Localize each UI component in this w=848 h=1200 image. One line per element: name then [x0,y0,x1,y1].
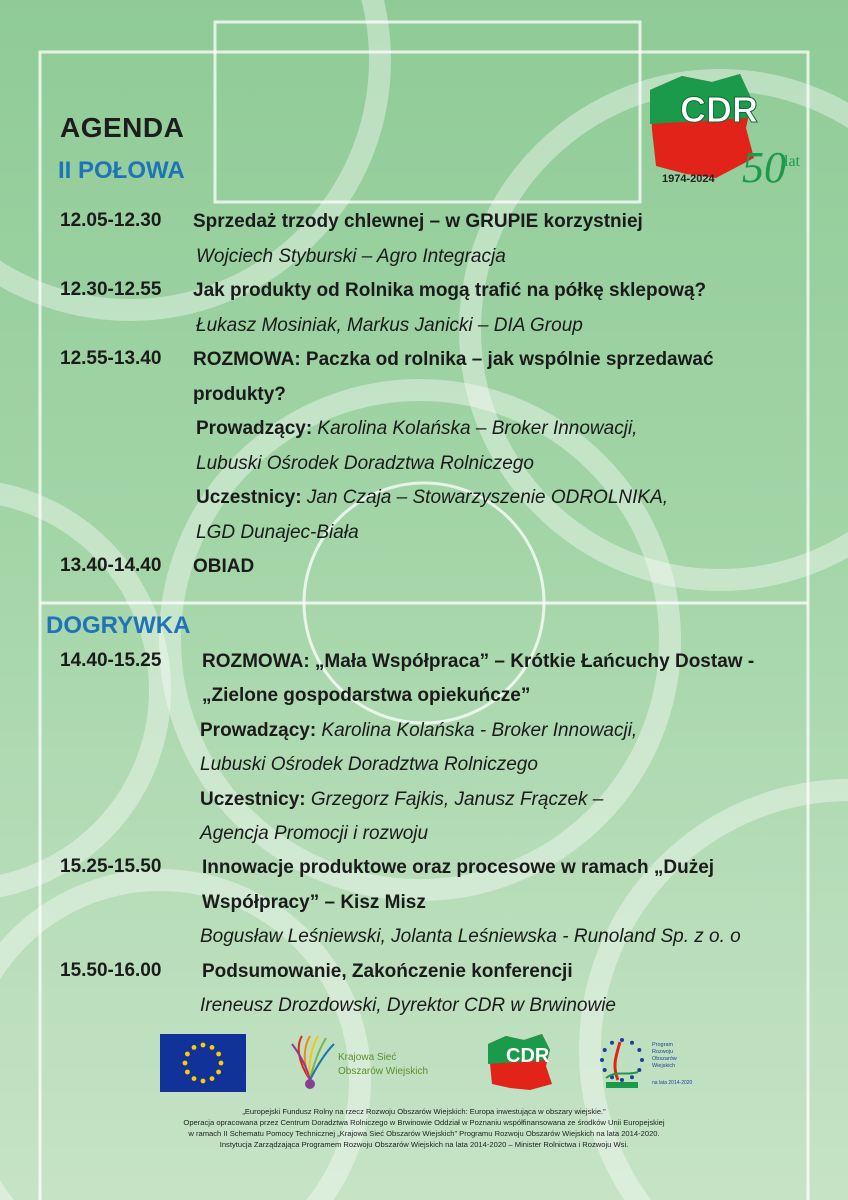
svg-text:Wiejskich: Wiejskich [652,1063,676,1069]
session-title: produkty? [193,383,286,405]
prow-star-icon [603,1068,607,1072]
session-speakers: Ireneusz Drozdowski, Dyrektor CDR w Brwinowie [200,995,616,1016]
session-speakers: Lubuski Ośrodek Doradztwa Rolniczego [200,754,538,776]
eu-star-icon [185,1052,190,1057]
eu-star-icon [183,1061,188,1066]
eu-star-icon [210,1076,215,1081]
cdr-small-logo [484,1032,562,1092]
eu-star-icon [216,1052,221,1057]
session-title: „Zielone gospodarstwa opiekuńcze” [202,685,531,707]
prow-star-icon [640,1058,644,1062]
session-role-line [200,788,603,812]
svg-text:Obszarów: Obszarów [652,1056,677,1062]
session-title: Podsumowanie, Zakończenie konferencji [202,960,573,982]
session-speakers: Lubuski Ośrodek Doradztwa Rolniczego [196,452,534,474]
svg-text:CDR: CDR [506,1045,550,1067]
svg-text:na lata 2014-2020: na lata 2014-2020 [652,1080,693,1086]
agenda-time: 13.40-14.40 [60,555,162,576]
role-label: Prowadzący: [196,418,313,439]
prow-star-icon [637,1068,641,1072]
role-people: Grzegorz Fajkis, Janusz Frączek – [305,788,604,810]
agenda-title: AGENDA [60,112,185,143]
svg-text:Rozwoju: Rozwoju [652,1049,674,1055]
prow-star-icon [630,1041,634,1045]
eu-star-icon [219,1061,224,1066]
eu-star-icon [216,1070,221,1075]
session-speakers: Łukasz Mosiniak, Markus Janicki – DIA Group [196,314,583,336]
svg-text:lat: lat [784,153,800,170]
session-speakers: Wojciech Styburski – Agro Integracja [196,245,506,267]
svg-text:Program: Program [652,1042,674,1048]
session-speakers: Bogusław Leśniewski, Jolanta Leśniewska - Runoland Sp. z o. o [200,926,741,948]
eu-flag-logo [160,1034,246,1092]
svg-text:Obszarów Wiejskich: Obszarów Wiejskich [338,1066,429,1077]
extra-time-heading: DOGRYWKA [46,612,191,639]
cdr-50-logo [642,70,812,190]
footer-line: Instytucja Zarządzająca Programem Rozwoju Obszarów Wiejskich na lata 2014-2020 – Minister Rolnictwa i Rozwoju Wsi. [219,1140,629,1149]
session-title: Jak produkty od Rolnika mogą trafić na półkę sklepową? [193,280,707,301]
eu-star-icon [185,1070,190,1075]
role-people: Jan Czaja – Stowarzyszenie ODROLNIKA, [301,487,669,508]
footer-line: w ramach II Schematu Pomocy Technicznej „Krajowa Sieć Obszarów Wiejskich” Programu Rozwoju Obszarów Wiejskich na lata 2014-2020. [188,1129,660,1138]
prow-star-icon [630,1075,634,1079]
agenda-time: 12.55-13.40 [60,348,162,369]
eu-star-icon [192,1076,197,1081]
eu-star-icon [201,1043,206,1048]
svg-text:1974-2024: 1974-2024 [662,173,715,185]
svg-text:Krajowa Sieć: Krajowa Sieć [338,1052,397,1063]
partner-logos [0,1030,848,1096]
prow-logo [598,1032,708,1092]
agenda-time: 12.05-12.30 [60,210,162,231]
svg-text:50: 50 [742,143,786,190]
prow-star-icon [610,1041,614,1045]
session-role-line [196,486,668,510]
session-title: ROZMOWA: „Mała Współpraca” – Krótkie Łańcuchy Dostaw - [202,651,755,672]
prow-star-icon [603,1048,607,1052]
session-title: Współpracy” – Kisz Misz [202,891,426,913]
agenda-time: 12.30-12.55 [60,279,162,300]
role-label: Prowadzący: [200,719,317,741]
footer-line: Operacja opracowana przez Centrum Doradztwa Rolniczego w Brwinowie Oddział w Poznaniu współfinansowana ze środków Unii Europejskiej [183,1118,665,1127]
session-title: Sprzedaż trzody chlewnej – w GRUPIE korzystniej [193,211,643,232]
ksow-logo [290,1032,450,1092]
session-role-line [200,719,637,743]
session-role-line [196,417,637,441]
agenda-time: 15.50-16.00 [60,959,162,981]
eu-star-icon [192,1045,197,1050]
session-speakers: Agencja Promocji i rozwoju [200,823,429,844]
role-people: Karolina Kolańska – Broker Innowacji, [312,418,638,439]
role-label: Uczestnicy: [196,487,302,508]
funding-footer [120,1106,728,1150]
role-label: Uczestnicy: [200,788,306,810]
eu-star-icon [210,1045,215,1050]
session-title: OBIAD [193,556,255,577]
agenda-time: 14.40-15.25 [60,650,162,671]
prow-star-icon [620,1038,624,1042]
second-half-heading: II POŁOWA [58,157,185,184]
agenda-time: 15.25-15.50 [60,856,162,878]
session-title: Innowacje produktowe oraz procesowe w ramach „Dużej [202,857,715,879]
prow-star-icon [637,1048,641,1052]
eu-star-icon [201,1079,206,1084]
footer-line: „Europejski Fundusz Rolny na rzecz Rozwoju Obszarów Wiejskich: Europa inwestująca w obszary wiejskie.” [242,1107,606,1116]
svg-text:CDR: CDR [680,89,758,130]
prow-star-icon [620,1078,624,1082]
session-title: ROZMOWA: Paczka od rolnika – jak wspólnie sprzedawać [193,349,714,370]
role-people: Karolina Kolańska - Broker Innowacji, [316,719,638,741]
prow-star-icon [600,1058,604,1062]
session-speakers: LGD Dunajec-Biała [196,521,359,543]
